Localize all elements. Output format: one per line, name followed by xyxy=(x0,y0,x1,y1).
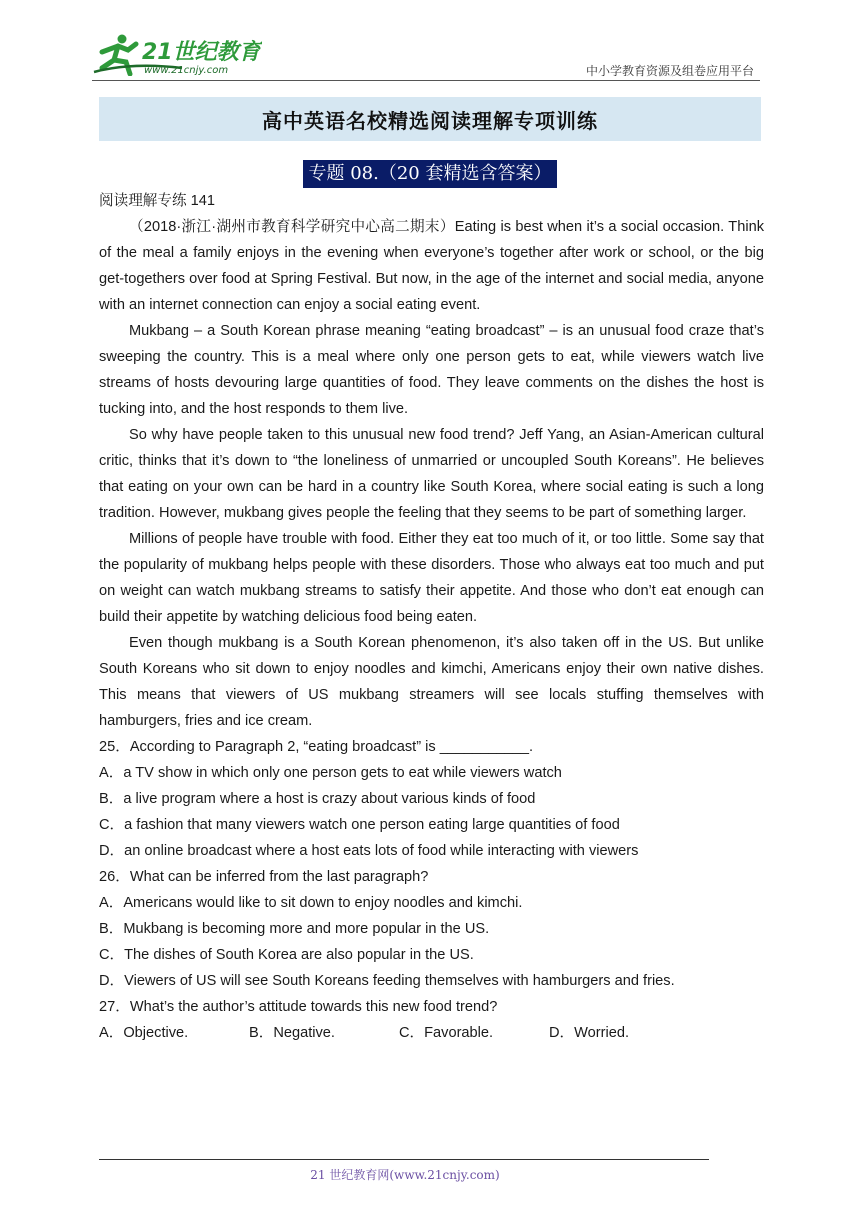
answer-option: A．Americans would like to sit down to enjoy noodles and kimchi. xyxy=(99,895,523,911)
page-footer: 21 世纪教育网(www.21cnjy.com) xyxy=(310,1168,500,1182)
answer-option: A．a TV show in which only one person gets to eat while viewers watch xyxy=(99,765,562,781)
site-logo xyxy=(92,32,262,76)
answer-option: C．The dishes of South Korea are also popular in the US. xyxy=(99,947,474,963)
answer-option: D．an online broadcast where a host eats lots of food while interacting with viewers xyxy=(99,843,639,859)
logo-url: www.21cnjy.com xyxy=(144,65,229,76)
passage-paragraph: Even though mukbang is a South Korean phenomenon, it’s also taken off in the US. But unlike South Koreans who sit down to enjoy noodles and kimchi, Americans enjoy their own native dishes. This means that viewers of US mukbang streamers will see locals stuffing themselves with hamburgers, fries and ice cream. xyxy=(99,635,764,729)
passage-paragraph: So why have people taken to this unusual new food trend? Jeff Yang, an Asian-American cultural critic, thinks that it’s down to “the loneliness of unmarried or uncoupled South Koreans”. He believes that eating on your own can be hard in a country like South Korea, where social eating is such a long tradition. However, mukbang gives people the feeling that they seems to be part of something larger. xyxy=(99,427,764,521)
answer-option: C．Favorable. xyxy=(399,1025,494,1041)
page-title: 高中英语名校精选阅读理解专项训练 xyxy=(262,108,598,133)
title-banner xyxy=(99,97,761,141)
logo-text: 21世纪教育 xyxy=(142,40,261,65)
topic-subtitle: 专题 08.（20 套精选含答案） xyxy=(303,160,558,188)
question-stem: 25．According to Paragraph 2, “eating broadcast” is ___________. xyxy=(99,739,534,755)
answer-option: C．a fashion that many viewers watch one person eating large quantities of food xyxy=(99,817,620,833)
answer-option: B．a live program where a host is crazy about various kinds of food xyxy=(99,791,536,807)
answer-option: B．Negative. xyxy=(249,1025,335,1041)
section-label: 阅读理解专练 141 xyxy=(99,193,215,209)
platform-tagline: 中小学教育资源及组卷应用平台 xyxy=(585,64,754,78)
footer-divider xyxy=(99,1159,709,1160)
question-stem: 26．What can be inferred from the last paragraph? xyxy=(99,869,429,885)
subtitle-container xyxy=(0,160,860,188)
question-stem: 27．What’s the author’s attitude towards this new food trend? xyxy=(99,999,498,1015)
passage-paragraph: Mukbang – a South Korean phrase meaning “eating broadcast” – is an unusual food craze that’s sweeping the country. This is a meal where only one person gets to eat, while viewers watch live streams of hosts devouring large quantities of food. They leave comments on the dishes the host is tucking into, and the host responds to them live. xyxy=(99,323,764,417)
passage-paragraph: Millions of people have trouble with food. Either they eat too much of it, or too little. Some say that the popularity of mukbang helps people with these disorders. Those who always eat too much and put on weight can watch mukbang streams to satisfy their appetite. And those who don’t eat enough can build their appetite by watching delicious food being eaten. xyxy=(99,531,764,625)
answer-option: D．Worried. xyxy=(549,1025,630,1041)
header-divider xyxy=(92,80,760,81)
answer-option: A．Objective. xyxy=(99,1025,189,1041)
answer-option: B．Mukbang is becoming more and more popular in the US. xyxy=(99,921,490,937)
page-header xyxy=(92,30,760,80)
answer-options-row xyxy=(99,1020,764,1046)
passage-paragraph: （2018·浙江·湖州市教育科学研究中心高二期末）Eating is best when it’s a social occasion. Think of the meal a family enjoys in the evening when everyone’s together after work or school, or the big get-togethers over food at Spring Festival. But now, in the age of the internet and social media, anyone with an internet connection can enjoy a social eating event. xyxy=(99,219,764,313)
answer-option: D．Viewers of US will see South Koreans feeding themselves with hamburgers and fries. xyxy=(99,973,675,989)
reading-content xyxy=(99,188,764,1046)
